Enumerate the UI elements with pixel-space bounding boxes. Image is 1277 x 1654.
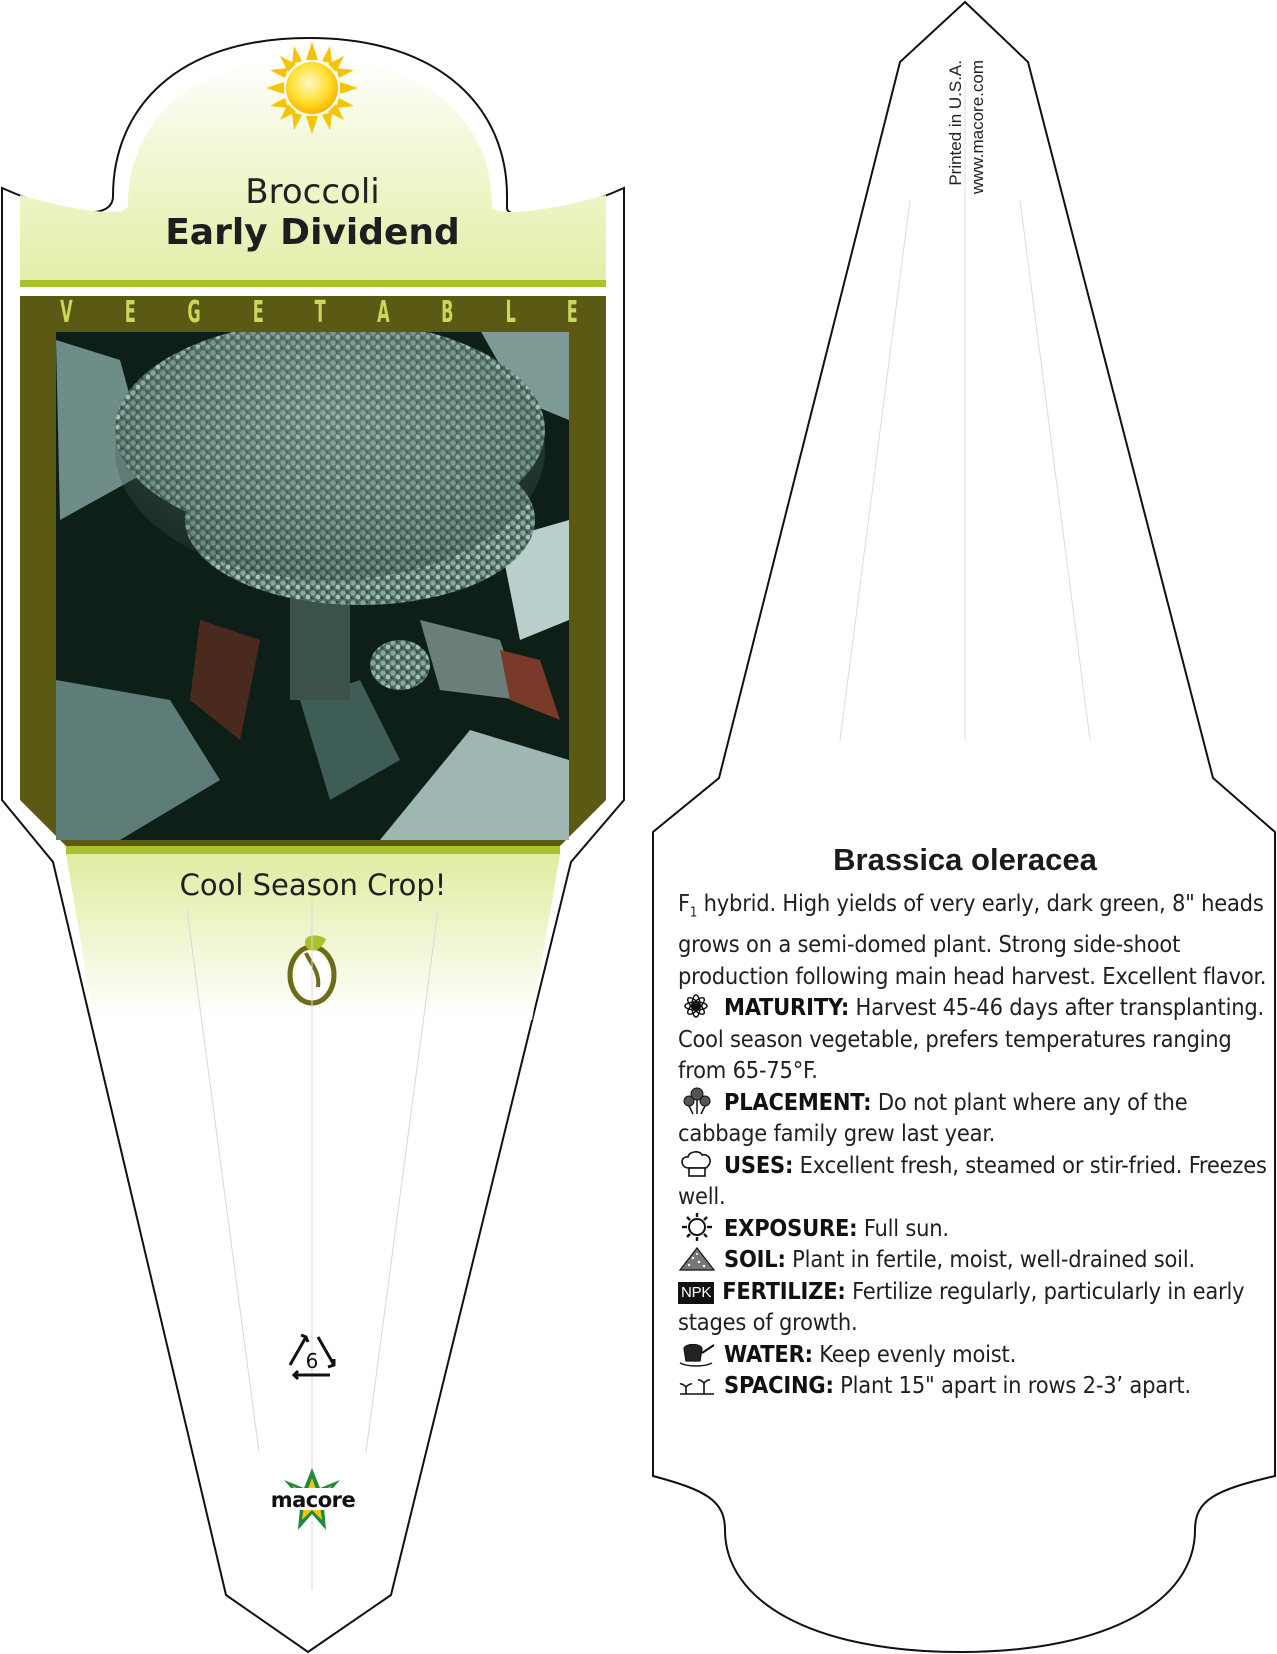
water-text: Keep evenly moist. — [812, 1339, 1017, 1368]
uses-row — [678, 1150, 1268, 1213]
flower-icon — [678, 992, 716, 1020]
description-block — [678, 888, 1268, 1402]
soil-text: Plant in fertile, moist, well-drained soil. — [785, 1245, 1195, 1274]
spacing-text: Plant 15" apart in rows 2-3’ apart. — [833, 1371, 1191, 1400]
category-letter: E — [124, 295, 136, 330]
broccoli-photo — [56, 320, 569, 840]
category-letter: G — [187, 295, 201, 330]
brand-logo-text: macore — [270, 1488, 356, 1512]
seedlings-spacing-icon — [678, 1370, 716, 1398]
placement-text: Do not plant where any of the cabbage family grew last year. — [678, 1087, 1188, 1148]
category-letter: T — [314, 295, 326, 330]
npk-icon: NPK — [678, 1282, 714, 1304]
sun-icon — [678, 1213, 716, 1241]
variety-name: Early Dividend — [165, 212, 460, 253]
watering-can-icon — [678, 1339, 716, 1367]
placement-label: PLACEMENT: — [724, 1087, 872, 1116]
intro-paragraph — [678, 888, 1268, 992]
category-letter: A — [376, 295, 390, 330]
placement-row — [678, 1087, 1268, 1150]
exposure-row — [678, 1213, 1268, 1245]
water-row — [678, 1339, 1268, 1371]
print-info — [945, 60, 989, 250]
exposure-label: EXPOSURE: — [724, 1213, 858, 1242]
scientific-name: Brassica oleracea — [833, 842, 1097, 877]
spacing-label: SPACING: — [724, 1371, 834, 1400]
maturity-row — [678, 992, 1268, 1087]
tagline: Cool Season Crop! — [179, 868, 447, 902]
recycle-code: 6 — [305, 1349, 319, 1373]
soil-mound-icon — [678, 1244, 716, 1272]
water-label: WATER: — [724, 1339, 813, 1368]
hybrid-prefix: F — [678, 889, 690, 917]
maturity-label: MATURITY: — [724, 993, 850, 1022]
fertilize-row — [678, 1276, 1268, 1339]
hybrid-sub: 1 — [689, 905, 698, 921]
fertilize-label: FERTILIZE: — [722, 1276, 846, 1305]
category-letter: L — [505, 295, 516, 330]
header-accent-line — [20, 280, 606, 287]
category-label — [56, 296, 581, 330]
category-letter: E — [252, 295, 264, 330]
category-letter: V — [60, 295, 73, 330]
fertilize-text: Fertilize regularly, particularly in early stages of growth. — [678, 1276, 1245, 1337]
flower-cluster-icon — [678, 1087, 716, 1115]
exposure-text: Full sun. — [857, 1213, 949, 1242]
uses-label: USES: — [724, 1150, 794, 1179]
intro-text: hybrid. High yields of very early, dark green, 8" heads grows on a semi-domed plant. Strong side-shoot production following main head harvest. Excellent flavor. — [678, 889, 1267, 990]
category-letter: B — [441, 295, 454, 330]
category-letter: E — [566, 295, 578, 330]
maturity-text: Harvest 45-46 days after transplanting. Cool season vegetable, prefers temperatures ranging from 65-75°F. — [678, 993, 1265, 1085]
frame-accent-line — [66, 846, 560, 854]
printed-in-text: Printed in U.S.A. — [946, 60, 965, 186]
spacing-row — [678, 1370, 1268, 1402]
plant-name: Broccoli — [245, 172, 380, 212]
chef-hat-icon — [678, 1150, 716, 1178]
soil-row — [678, 1244, 1268, 1276]
uses-text: Excellent fresh, steamed or stir-fried. Freezes well. — [678, 1150, 1267, 1211]
soil-label: SOIL: — [724, 1245, 786, 1274]
website-text: www.macore.com — [968, 60, 987, 195]
